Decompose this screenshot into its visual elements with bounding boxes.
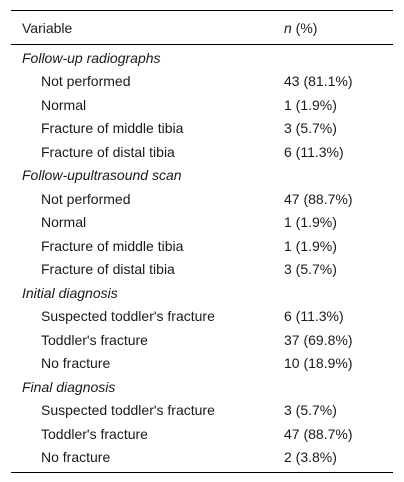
row-value: 2 (3.8%) [284,449,337,466]
table-row [11,399,393,423]
row-label: Fracture of middle tibia [41,120,184,137]
table-row [11,234,393,258]
table-bottom-rule [11,472,393,473]
row-value: 43 (81.1%) [284,73,353,90]
section-header-follow-up-radiographs [11,46,393,70]
table-row [11,422,393,446]
row-label: Suspected toddler's fracture [41,308,215,325]
row-label: Not performed [41,190,131,207]
header-percent: (%) [291,19,318,36]
table-row [11,446,393,470]
row-label: Fracture of distal tibia [41,261,175,278]
row-value: 6 (11.3%) [284,308,344,325]
row-value: 37 (69.8%) [284,331,353,348]
table-row [11,140,393,164]
section-title: Follow-upultrasound scan [22,167,182,184]
row-label: Fracture of middle tibia [41,237,184,254]
row-label: No fracture [41,355,111,372]
row-label: Suspected toddler's fracture [41,402,215,419]
results-table [11,10,393,473]
table-row [11,187,393,211]
table-row [11,352,393,376]
table-header [11,11,393,45]
section-title: Initial diagnosis [22,284,118,301]
table-body [11,45,393,472]
row-value: 1 (1.9%) [284,96,337,113]
header-variable: Variable [22,19,73,36]
section-header-initial-diagnosis [11,281,393,305]
table-row [11,305,393,329]
row-value: 6 (11.3%) [284,143,344,160]
row-label: Toddler's fracture [41,425,148,442]
row-value: 1 (1.9%) [284,214,337,231]
table-row [11,93,393,117]
row-label: Fracture of distal tibia [41,143,175,160]
table-row [11,258,393,282]
table-row [11,328,393,352]
row-value: 3 (5.7%) [284,120,337,137]
row-label: Not performed [41,73,131,90]
table-row [11,211,393,235]
row-label: No fracture [41,449,111,466]
row-value: 47 (88.7%) [284,190,353,207]
row-value: 3 (5.7%) [284,261,337,278]
section-title: Follow-up radiographs [22,49,161,66]
row-label: Normal [41,214,87,231]
row-label: Toddler's fracture [41,331,148,348]
row-value: 47 (88.7%) [284,425,353,442]
header-n: n [284,19,292,36]
table-row [11,117,393,141]
row-value: 3 (5.7%) [284,402,337,419]
section-header-follow-up-ultrasound [11,164,393,188]
section-header-final-diagnosis [11,375,393,399]
table-row [11,70,393,94]
row-value: 1 (1.9%) [284,237,337,254]
row-value: 10 (18.9%) [284,355,353,372]
header-n-percent [284,21,317,35]
section-title: Final diagnosis [22,378,116,395]
row-label: Normal [41,96,87,113]
